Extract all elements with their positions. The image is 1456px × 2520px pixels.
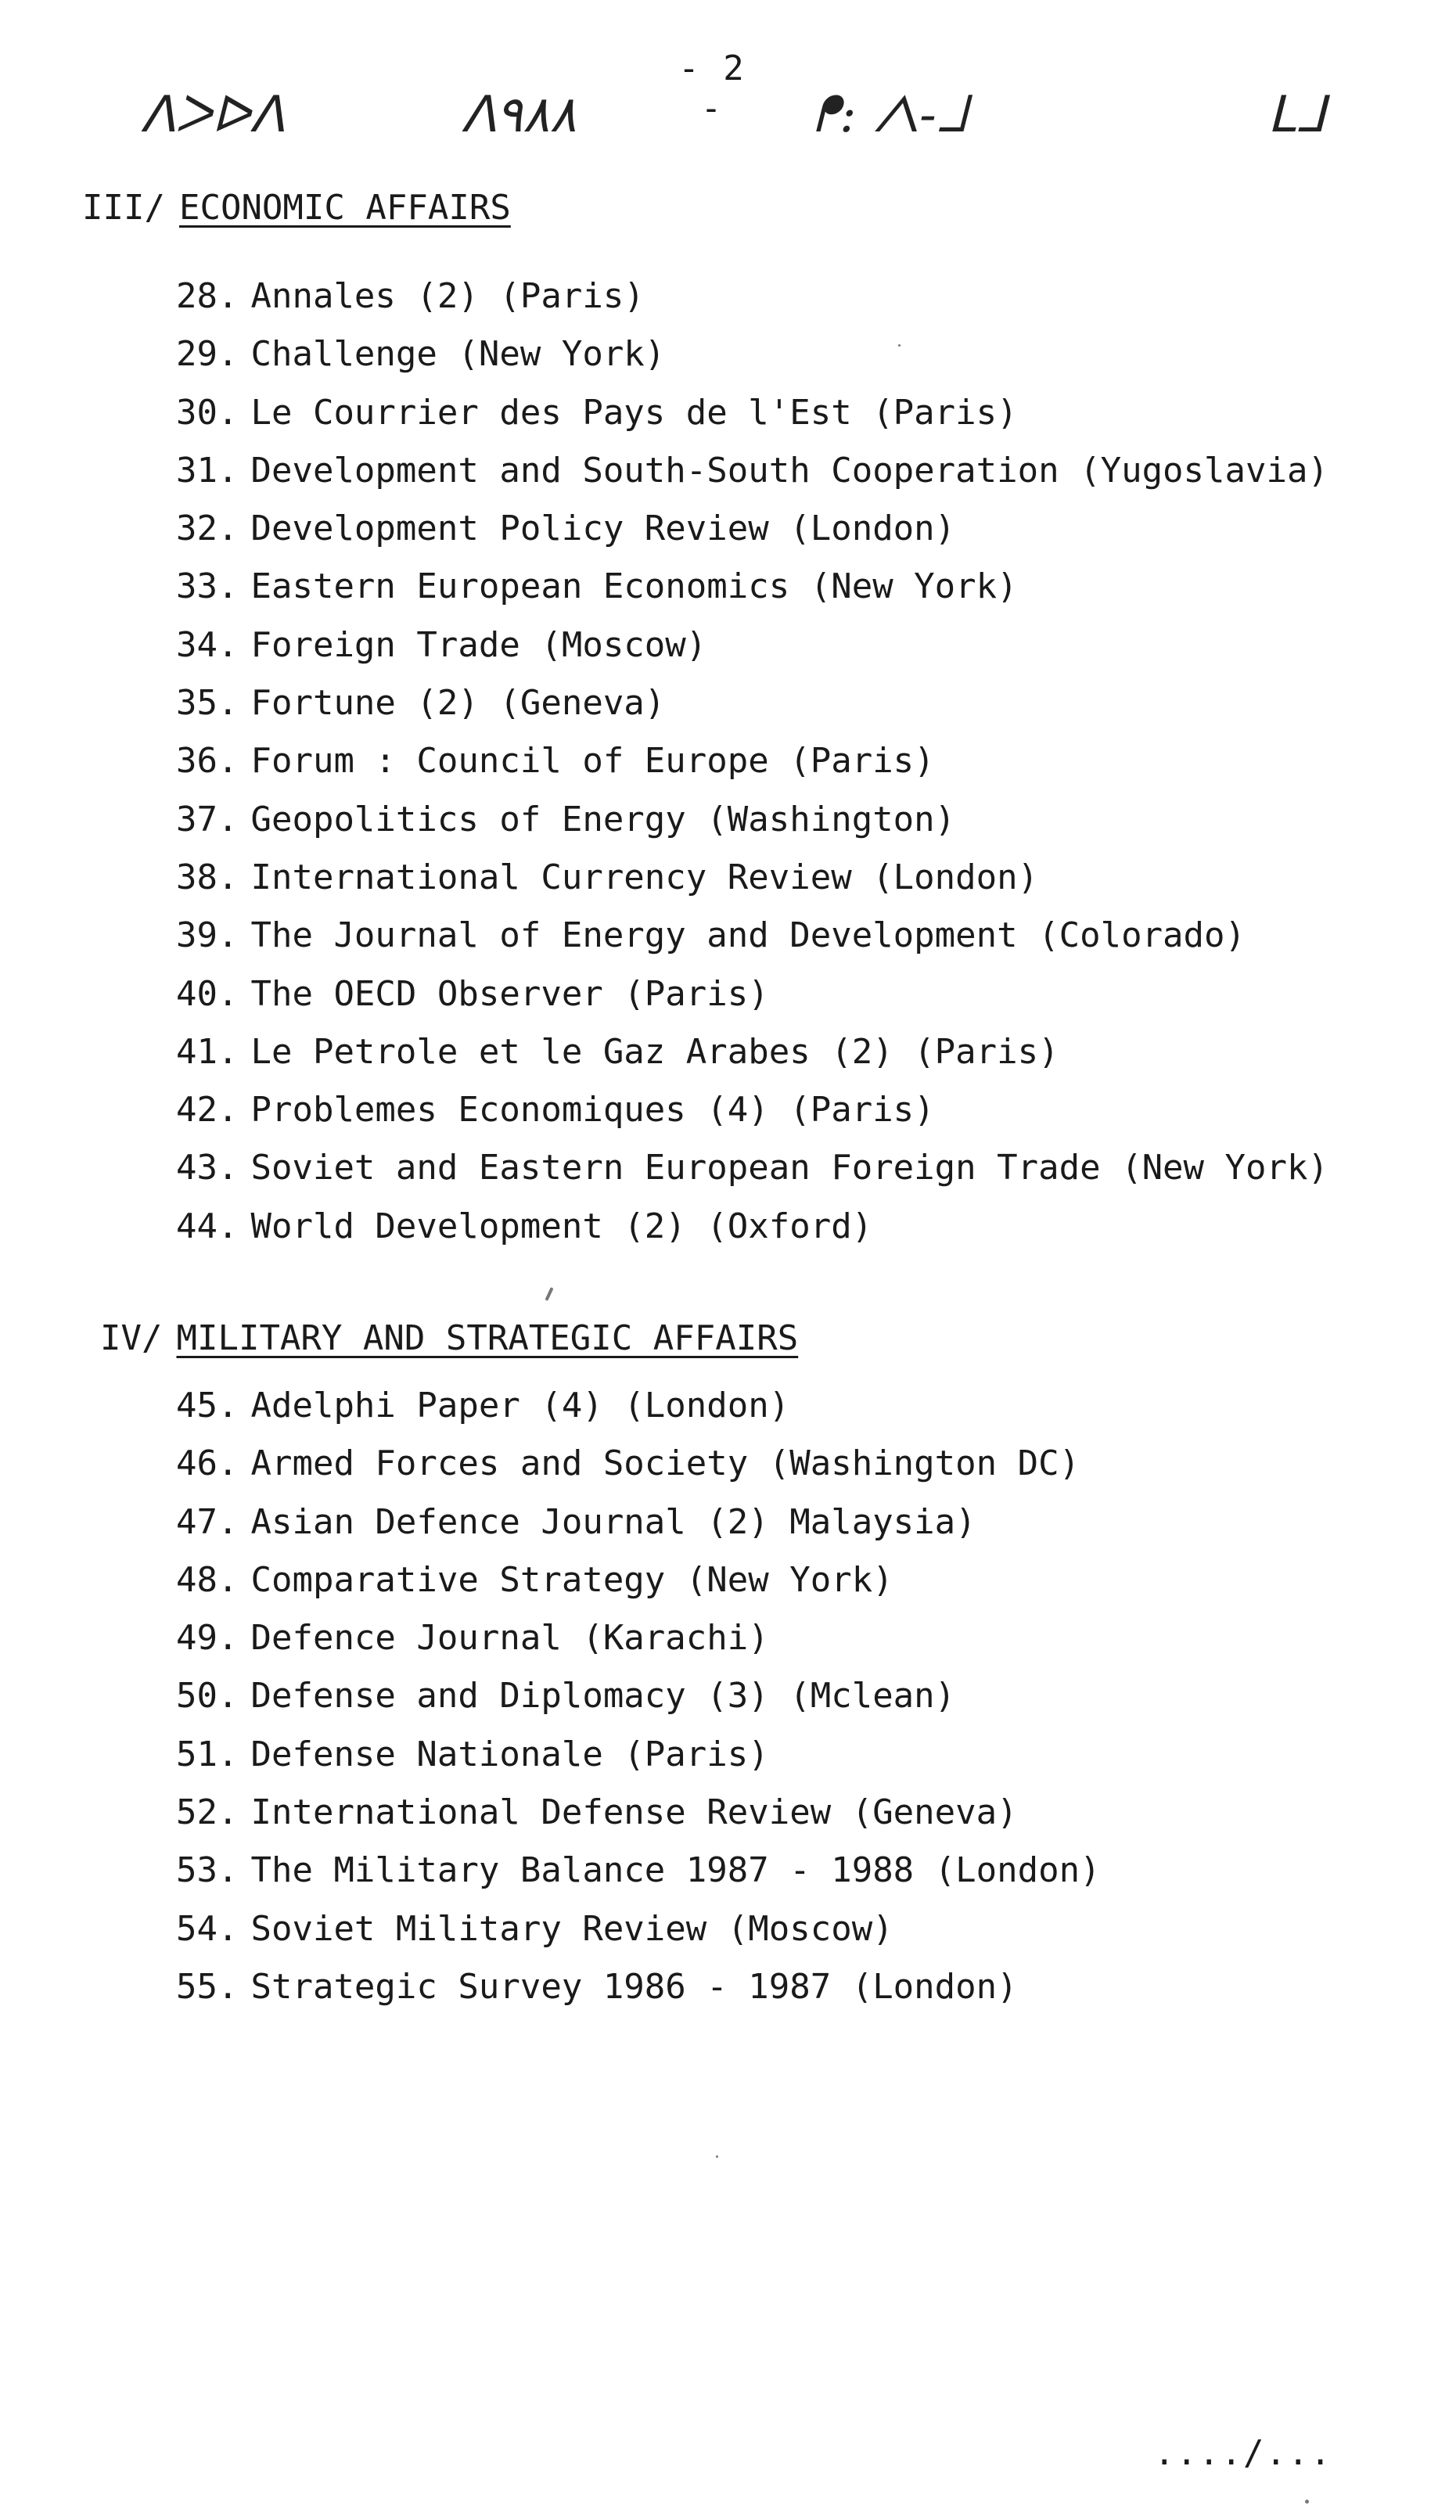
entry-title: Soviet and Eastern European Foreign Trade (New York) xyxy=(250,1148,1328,1188)
entry-number: 39. xyxy=(176,915,239,956)
entry-title: Asian Defence Journal (2) Malaysia) xyxy=(250,1501,976,1542)
scan-speck xyxy=(716,2155,718,2158)
entry-number: 41. xyxy=(176,1031,239,1072)
periodical-entry xyxy=(176,1494,1101,1551)
entry-title: Defense and Diplomacy (3) (Mclean) xyxy=(250,1676,956,1717)
entry-title: International Defense Review (Geneva) xyxy=(250,1792,1018,1833)
periodical-entry xyxy=(176,1139,1328,1197)
periodical-entry xyxy=(176,849,1328,907)
entry-title: Challenge (New York) xyxy=(250,334,666,375)
entry-number: 42. xyxy=(176,1090,239,1131)
entry-number: 55. xyxy=(176,1966,239,2007)
entry-title: Strategic Survey 1986 - 1987 (London) xyxy=(250,1966,1018,2007)
entry-number: 40. xyxy=(176,973,239,1014)
entry-title: Fortune (2) (Geneva) xyxy=(250,683,666,724)
section-heading-military-strategic-affairs xyxy=(100,1318,798,1358)
periodical-entry xyxy=(176,1784,1101,1842)
periodical-entry xyxy=(176,558,1328,616)
entry-title: Soviet Military Review (Moscow) xyxy=(250,1908,893,1949)
entry-number: 47. xyxy=(176,1501,239,1542)
entry-number: 32. xyxy=(176,509,239,549)
entry-title: Adelphi Paper (4) (London) xyxy=(250,1386,790,1425)
entry-number: 52. xyxy=(176,1792,239,1833)
periodical-entry xyxy=(176,674,1328,732)
periodical-entry xyxy=(176,1435,1101,1493)
entry-number: 50. xyxy=(176,1676,239,1717)
entry-number: 34. xyxy=(176,624,239,665)
entry-number: 54. xyxy=(176,1908,239,1949)
handwritten-mark: ᐱᐳᐅᐱ xyxy=(141,86,285,144)
section-title: ECONOMIC AFFAIRS xyxy=(178,188,511,228)
periodical-entry xyxy=(176,965,1328,1023)
entry-number: 45. xyxy=(176,1386,239,1425)
entry-title: Defense Nationale (Paris) xyxy=(250,1734,769,1774)
periodical-entry xyxy=(176,1023,1328,1081)
entry-title: Armed Forces and Society (Washington DC) xyxy=(250,1443,1080,1484)
periodical-entry xyxy=(176,1900,1101,1958)
entry-number: 28. xyxy=(176,276,239,316)
entry-title: The OECD Observer (Paris) xyxy=(250,973,769,1014)
entry-number: 29. xyxy=(176,334,239,375)
entry-number: 43. xyxy=(176,1148,239,1188)
entry-title: The Military Balance 1987 - 1988 (London) xyxy=(250,1850,1101,1891)
handwritten-mark: ᖰ: ᐱ-ᒧ xyxy=(814,86,966,144)
entry-number: 38. xyxy=(176,857,239,897)
entry-title: Le Courrier des Pays de l'Est (Paris) xyxy=(250,392,1018,433)
handwritten-mark: ᐱ٩٨٨ xyxy=(462,86,577,144)
entry-number: 46. xyxy=(176,1443,239,1484)
periodical-entry xyxy=(176,907,1328,965)
entry-number: 37. xyxy=(176,799,239,839)
entry-title: Defence Journal (Karachi) xyxy=(250,1618,769,1659)
military-affairs-list xyxy=(176,1377,1101,2016)
economic-affairs-list xyxy=(176,268,1328,1256)
periodical-entry xyxy=(176,791,1328,849)
periodical-entry xyxy=(176,1958,1101,2016)
entry-number: 51. xyxy=(176,1734,239,1774)
periodical-entry xyxy=(176,268,1328,325)
periodical-entry xyxy=(176,442,1328,500)
entry-title: Annales (2) (Paris) xyxy=(250,276,645,316)
handwritten-mark: ᒪᒧ xyxy=(1267,86,1326,144)
periodical-entry xyxy=(176,325,1328,383)
entry-title: Geopolitics of Energy (Washington) xyxy=(250,799,956,839)
entry-title: World Development (2) (Oxford) xyxy=(250,1206,873,1246)
page-number: - 2 - xyxy=(678,49,746,128)
entry-title: Comparative Strategy (New York) xyxy=(250,1559,893,1600)
entry-number: 53. xyxy=(176,1850,239,1891)
periodical-entry xyxy=(176,384,1328,442)
entry-title: Le Petrole et le Gaz Arabes (2) (Paris) xyxy=(250,1031,1059,1072)
entry-number: 36. xyxy=(176,741,239,782)
entry-number: 33. xyxy=(176,566,239,607)
periodical-entry xyxy=(176,1667,1101,1725)
entry-title: Eastern European Economics (New York) xyxy=(250,566,1018,607)
entry-title: Foreign Trade (Moscow) xyxy=(250,624,707,665)
scan-speck xyxy=(1305,2500,1309,2504)
entry-number: 49. xyxy=(176,1618,239,1659)
entry-title: Development and South-South Cooperation (Yugoslavia) xyxy=(250,450,1328,491)
periodical-entry xyxy=(176,1842,1101,1900)
periodical-entry xyxy=(176,1198,1328,1256)
entry-number: 48. xyxy=(176,1559,239,1600)
entry-title: International Currency Review (London) xyxy=(250,857,1039,897)
entry-title: Problemes Economiques (4) (Paris) xyxy=(250,1090,935,1131)
entry-title: Development Policy Review (London) xyxy=(250,509,956,549)
periodical-entry xyxy=(176,1081,1328,1139)
entry-title: The Journal of Energy and Development (Colorado) xyxy=(250,915,1246,956)
periodical-entry xyxy=(176,1726,1101,1784)
continuation-mark: ..../... xyxy=(1154,2433,1332,2473)
section-heading-economic-affairs xyxy=(82,188,511,228)
entry-number: 35. xyxy=(176,683,239,724)
periodical-entry xyxy=(176,617,1328,674)
periodical-entry xyxy=(176,1551,1101,1609)
entry-number: 44. xyxy=(176,1206,239,1246)
section-numeral: III/ xyxy=(82,188,165,228)
periodical-entry xyxy=(176,732,1328,790)
section-title: MILITARY AND STRATEGIC AFFAIRS xyxy=(176,1318,799,1358)
entry-number: 30. xyxy=(176,392,239,433)
entry-number: 31. xyxy=(176,450,239,491)
periodical-entry xyxy=(176,1609,1101,1667)
scan-speck xyxy=(545,1287,553,1301)
section-numeral: IV/ xyxy=(100,1318,163,1358)
entry-title: Forum : Council of Europe (Paris) xyxy=(250,741,935,782)
periodical-entry xyxy=(176,1377,1101,1435)
scan-speck xyxy=(898,344,901,347)
periodical-entry xyxy=(176,500,1328,558)
